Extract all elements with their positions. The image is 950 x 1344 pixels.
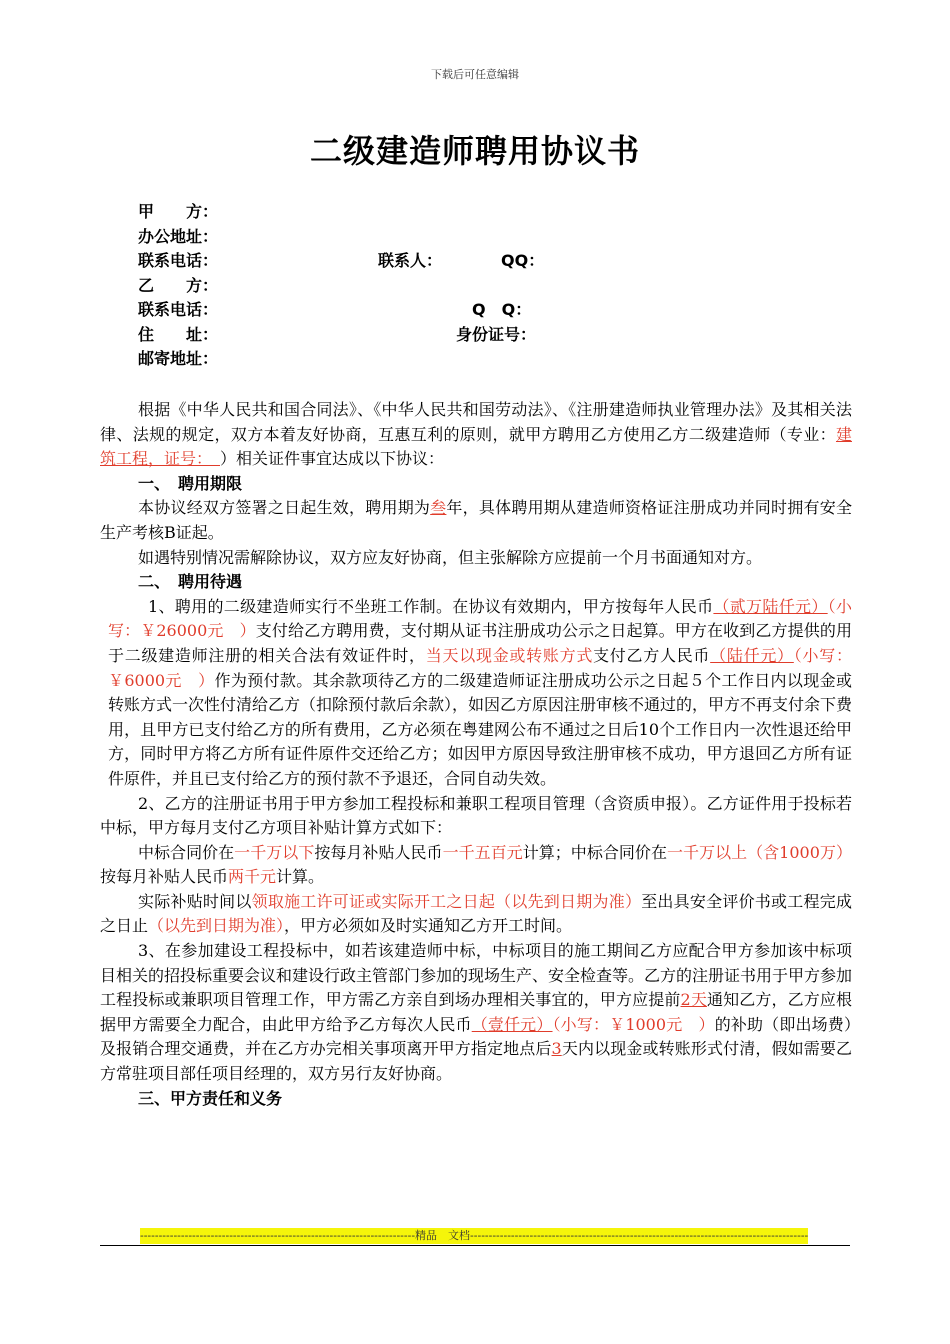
office-address-label: 办公地址： <box>138 226 219 246</box>
s1-paragraph-1: 本协议经双方签署之日起生效，聘用期为叁年，具体聘用期从建造师资格证注册成功并同时拥有安全生产考核B证起。 <box>100 498 852 542</box>
term-years-fill: 叁 <box>430 498 447 518</box>
contact-a-label: 联系人： <box>378 251 443 270</box>
prepayment-small: （小写：￥6000元 ） <box>108 645 852 690</box>
party-info-fields <box>138 200 838 372</box>
specialty-cert-fill: 建筑工程，证号： <box>100 424 852 469</box>
s2-clause-2-period: 实际补贴时间以领取施工许可证或实际开工之日起（以先到日期为准）至出具安全评价书或工程完成之日止（以先到日期为准），甲方必须如及时实通知乙方开工时间。 <box>100 891 852 936</box>
s2-clause-1: 1、聘用的二级建造师实行不坐班工作制。在协议有效期内，甲方按每年人民币（贰万陆仟元）（小写：￥26000元 ）支付给乙方聘用费，支付期从证书注册成功公示之日起算。甲方在收到乙方提供的用于二级建造师注册的相关合法有效证件时，当天以现金或转账方式支付乙方人民币（陆仟元）（小写：￥6000元 ）作为预付款。其余款项待乙方的二级建造师证注册成功公示之日起５个工作日内以现金或转账方式一次性付清给乙方（扣除预付款后余款），如因乙方原因注册审核不通过的，甲方不再支付余下费用，且甲方已支付给乙方的所有费用，乙方必须在粤建网公布不通过之日后10个工作日内一次性退还给甲方，同时甲方将乙方所有证件原件交还给乙方；如因甲方原因导致注册审核不成功，甲方退回乙方所有证件原件，并且已支付给乙方的预付款不予退还，合同自动失效。 <box>108 596 853 788</box>
annual-fee-fill: （贰万陆仟元） <box>713 596 828 616</box>
field-row-phone-a <box>138 249 838 274</box>
prepayment-fill: （陆仟元） <box>710 645 794 665</box>
qq-b-label: Q Q： <box>472 300 532 319</box>
phone-b-label: 联系电话： <box>138 300 219 319</box>
header-note: 下载后可任意编辑 <box>431 68 519 81</box>
s1-paragraph-2: 如遇特别情况需解除协议，双方应友好协商，但主张解除方应提前一个月书面通知对方。 <box>138 547 763 567</box>
settlement-days-fill: 3 <box>551 1039 562 1059</box>
field-row-party-b <box>138 274 838 299</box>
agreement-body <box>100 398 852 1111</box>
s2-clause-2-rates: 中标合同价在一千万以下按每月补贴人民币一千五百元计算；中标合同价在一千万以上（含1000万）按每月补贴人民币两千元计算。 <box>100 842 852 887</box>
phone-a-label: 联系电话： <box>138 251 219 270</box>
appearance-fee-small: （小写：￥1000元 ） <box>552 1014 715 1034</box>
s2-clause-2: 2、乙方的注册证书用于甲方参加工程投标和兼职工程项目管理（含资质申报）。乙方证件用于投标若中标，甲方每月支付乙方项目补贴计算方式如下： <box>100 793 852 838</box>
qq-a-label: QQ： <box>501 251 545 270</box>
section-1-heading: 一、 聘用期限 <box>138 473 243 493</box>
party-b-label: 乙 方： <box>138 275 219 295</box>
mail-address-label: 邮寄地址： <box>138 349 219 368</box>
payment-method: 当天以现金或转账方式 <box>425 645 594 665</box>
footer-divider <box>100 1245 850 1246</box>
document-title: 二级建造师聘用协议书 <box>309 132 640 170</box>
footer-watermark-bar: --------------------------------------------------------------------------精品 文档------------------------------------------------------------------------------------------- <box>140 1229 808 1242</box>
field-row-phone-b <box>138 298 838 323</box>
id-number-label: 身份证号： <box>456 324 537 344</box>
appearance-fee-fill: （壹仟元） <box>471 1014 553 1034</box>
notice-days-fill: 2天 <box>680 990 707 1010</box>
field-row-office <box>138 225 838 250</box>
annual-fee-small: （小写：￥26000元 ） <box>108 596 852 641</box>
field-row-mail <box>138 347 838 372</box>
s2-clause-3: 3、在参加建设工程投标中，如若该建造师中标，中标项目的施工期间乙方应配合甲方参加该中标项目相关的招投标重要会议和建设行政主管部门参加的现场生产、安全检查等。乙方的注册证书用于甲方参加工程投标或兼职项目管理工作，甲方需乙方亲自到场办理相关事宜的，甲方应提前2天通知乙方，乙方应根据甲方需要全力配合，由此甲方给予乙方每次人民币（壹仟元）（小写：￥1000元 ）的补助（即出场费）及报销合理交通费，并在乙方办完相关事项离开甲方指定地点后3天内以现金或转账形式付清，假如需要乙方常驻项目部任项目经理的，双方另行友好协商。 <box>100 941 853 1084</box>
party-a-label: 甲 方： <box>138 202 219 221</box>
field-row-residence <box>138 323 838 348</box>
intro-paragraph: 根据《中华人民共和国合同法》、《中华人民共和国劳动法》、《注册建造师执业管理办法》及其相关法律、法规的规定，双方本着友好协商，互惠互利的原则，就甲方聘用乙方使用乙方二级建造师（专业：建筑工程，证号： ）相关证件事宜达成以下协议： <box>100 400 852 469</box>
section-3-heading: 三、甲方责任和义务 <box>138 1088 283 1108</box>
residence-label: 住 址： <box>138 324 219 344</box>
field-row-party-a <box>138 200 838 225</box>
section-2-heading: 二、 聘用待遇 <box>138 572 243 592</box>
